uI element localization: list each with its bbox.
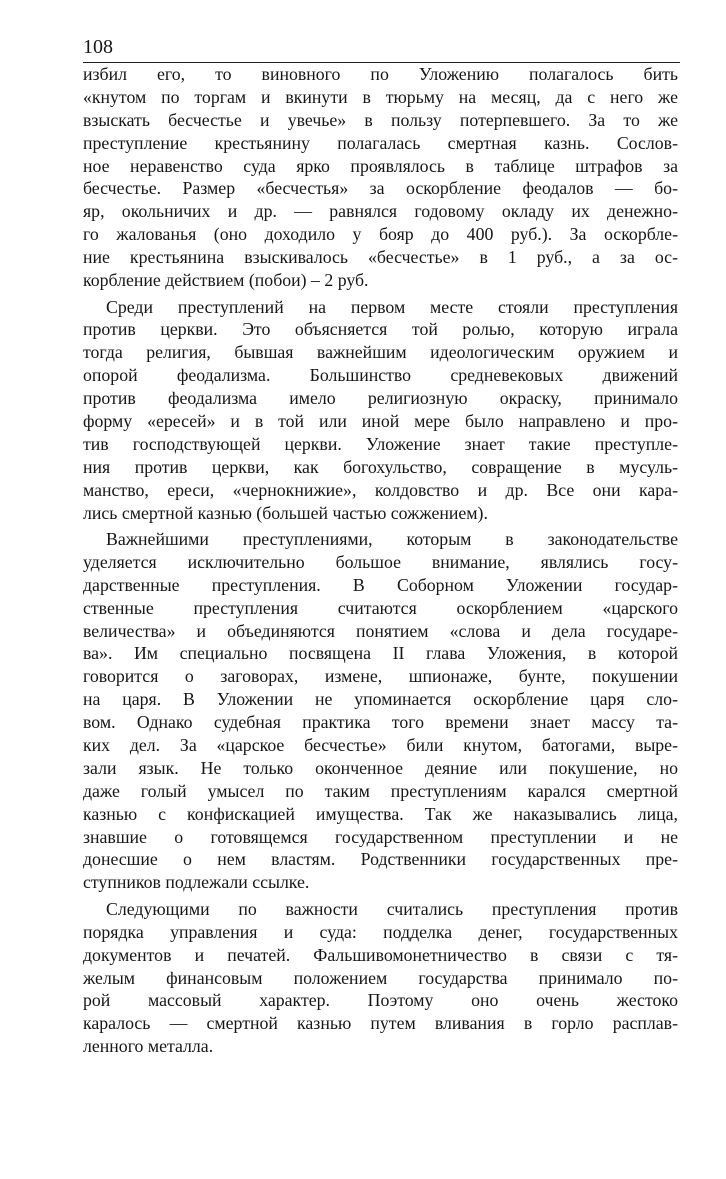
text-line: желым финансовым положением государства принимало по- xyxy=(83,967,678,988)
text-line: против церкви. Это объясняется той ролью, которую играла xyxy=(83,319,678,340)
text-line: избил его, то виновного по Уложению полагалось бить xyxy=(83,64,678,84)
text-line: рой массовый характер. Поэтому оно очень жестоко xyxy=(83,990,678,1011)
page-number: 108 xyxy=(83,36,113,58)
text-line: даже голый умысел по таким преступлениям карался смертной xyxy=(83,780,678,801)
text-line: опорой феодализма. Большинство средневековых движений xyxy=(83,365,678,386)
text-line: против феодализма имело религиозную окраску, принимало xyxy=(83,388,678,409)
text-line: порядка управления и суда: подделка денег, государственных xyxy=(83,921,678,942)
text-line: бесчестье. Размер «бесчестья» за оскорбление феодалов — бо- xyxy=(83,178,678,199)
paragraph xyxy=(83,528,678,894)
text-line: донесшие о нем властям. Родственники государственных пре- xyxy=(83,849,678,870)
text-line: ния против церкви, как богохульство, совращение в мусуль- xyxy=(83,456,678,477)
text-line: преступление крестьянину полагалась смертная казнь. Сослов- xyxy=(83,132,678,153)
text-line: дарственные преступления. В Соборном Уложении государ- xyxy=(83,574,678,595)
text-line: говорится о заговорах, измене, шпионаже, бунте, покушении xyxy=(83,666,678,687)
text-line: манство, ереси, «чернокнижие», колдовство и др. Все они кара- xyxy=(83,479,678,500)
text-line: знавшие о готовящемся государственном преступлении и не xyxy=(83,826,678,847)
text-line: вом. Однако судебная практика того времени знает массу та- xyxy=(83,712,678,733)
text-line: го жалованья (оно доходило у бояр до 400 руб.). За оскорбле- xyxy=(83,224,678,245)
text-line: Следующими по важности считались преступления против xyxy=(106,898,678,919)
text-line: взыскать бесчестье и увечье» в пользу потерпевшего. За то же xyxy=(83,109,678,130)
text-line: Среди преступлений на первом месте стояли преступления xyxy=(106,296,678,317)
text-line: документов и печатей. Фальшивомонетничество в связи с тя- xyxy=(83,944,678,965)
text-line: Важнейшими преступлениями, которым в законодательстве xyxy=(106,529,678,549)
text-line: тогда религия, бывшая важнейшим идеологическим оружием и xyxy=(83,342,678,363)
text-line: форму «ересей» и в той или иной мере было направлено и про- xyxy=(83,410,678,431)
text-line: тив господствующей церкви. Уложение знает такие преступле- xyxy=(83,433,678,454)
text-line: казнью с конфискацией имущества. Так же наказывались лица, xyxy=(83,803,678,824)
text-line: на царя. В Уложении не упоминается оскорбление царя сло- xyxy=(83,689,678,710)
text-line: ние крестьянина взыскивалось «бесчестье» в 1 руб., а за ос- xyxy=(83,247,678,268)
text-line: каралось — смертной казнью путем вливания в горло расплав- xyxy=(83,1013,678,1034)
text-line: яр, окольничих и др. — равнялся годовому окладу их денежно- xyxy=(83,201,678,222)
text-line: зали язык. Не только оконченное деяние или покушение, но xyxy=(83,757,678,778)
text-line: ное неравенство суда ярко проявлялось в таблице штрафов за xyxy=(83,155,678,176)
text-line: величества» и объединяются понятием «слова и дела государе- xyxy=(83,620,678,641)
text-line: «кнутом по торгам и вкинути в тюрьму на месяц, да с него же xyxy=(83,86,678,107)
text-line: уделяется исключительно большое внимание, являлись госу- xyxy=(83,551,678,572)
body-text xyxy=(83,63,678,1062)
text-line: ких дел. За «царское бесчестье» били кнутом, батогами, выре- xyxy=(83,735,678,756)
paragraph xyxy=(83,296,678,525)
text-line: лись смертной казнью (большей частью сожжением). xyxy=(83,502,488,523)
text-line: ступников подлежали ссылке. xyxy=(83,872,310,893)
paragraph xyxy=(83,63,678,292)
text-line: ленного металла. xyxy=(83,1036,214,1057)
paragraph xyxy=(83,898,678,1058)
text-line: ственные преступления считаются оскорблением «царского xyxy=(83,597,678,618)
text-line: корбление действием (побои) – 2 руб. xyxy=(83,270,369,291)
text-line: ва». Им специально посвящена II глава Уложения, в которой xyxy=(83,643,678,664)
